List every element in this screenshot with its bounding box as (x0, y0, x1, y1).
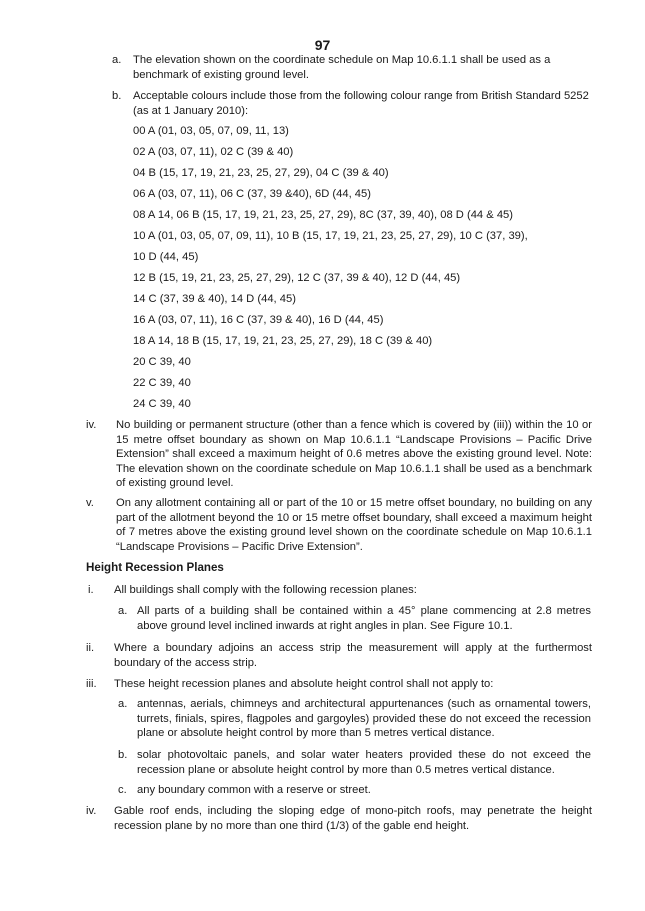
paragraph-antennas: antennas, aerials, chimneys and architectural appurtenances (such as ornamental towers, turrets, finials, spires, flagpoles and gargoyles) provided these do not exceed the recession plane or absolute height control by more than 5 metres vertical distance. (137, 698, 591, 740)
list-label-a: a. (112, 54, 122, 66)
list-label-iv: iv. (86, 419, 97, 431)
list-label-iii-c: c. (118, 784, 127, 796)
colour-code-line: 12 B (15, 19, 21, 23, 25, 27, 29), 12 C (37, 39 & 40), 12 D (44, 45) (133, 272, 461, 284)
page-number: 97 (314, 37, 331, 53)
colour-code-line: 20 C 39, 40 (133, 356, 191, 368)
paragraph-benchmark: The elevation shown on the coordinate schedule on Map 10.6.1.1 shall be used as a benchmark of existing ground level. (133, 54, 551, 81)
paragraph-offset-boundary: No building or permanent structure (other than a fence which is covered by (iii)) within the 10 or 15 metre offset boundary as shown on Map 10.6.1.1 “Landscape Provisions – Pacific Drive Extension” shall exceed a maximum height of 0.6 metres above the existing ground level. Note: The elevation shown on the coordinate schedule on Map 10.6.1.1 shall be used as a benchmark of existing ground level. (116, 419, 592, 490)
paragraph-recession-planes: All buildings shall comply with the following recession planes: (114, 584, 417, 596)
paragraph-solar-panels: solar photovoltaic panels, and solar water heaters provided these do not exceed the recession plane or absolute height control by more than 0.5 metres vertical distance. (137, 749, 591, 776)
list-label-i: i. (88, 584, 94, 596)
colour-code-line: 10 D (44, 45) (133, 251, 199, 263)
colour-code-line: 04 B (15, 17, 19, 21, 23, 25, 27, 29), 04 C (39 & 40) (133, 167, 389, 179)
paragraph-exemptions: These height recession planes and absolute height control shall not apply to: (114, 678, 494, 690)
list-label-iv-gable: iv. (86, 805, 97, 817)
list-label-iii-a: a. (118, 698, 128, 710)
list-label-v: v. (86, 497, 94, 509)
colour-code-line: 22 C 39, 40 (133, 377, 191, 389)
list-label-b: b. (112, 90, 122, 102)
list-label-i-a: a. (118, 605, 128, 617)
paragraph-reserve-boundary: any boundary common with a reserve or street. (137, 784, 371, 796)
section-heading: Height Recession Planes (86, 561, 224, 574)
paragraph-gable-roof: Gable roof ends, including the sloping edge of mono-pitch roofs, may penetrate the height recession plane by no more than one third (1/3) of the gable end height. (114, 805, 592, 832)
colour-code-line: 18 A 14, 18 B (15, 17, 19, 21, 23, 25, 27, 29), 18 C (39 & 40) (133, 335, 433, 347)
colour-code-line: 16 A (03, 07, 11), 16 C (37, 39 & 40), 16 D (44, 45) (133, 314, 384, 326)
paragraph-45-degree-plane: All parts of a building shall be contained within a 45° plane commencing at 2.8 metres above ground level inclined inwards at right angles in plan. See Figure 10.1. (137, 605, 591, 632)
colour-code-line: 24 C 39, 40 (133, 398, 191, 410)
colour-code-line: 14 C (37, 39 & 40), 14 D (44, 45) (133, 293, 296, 305)
paragraph-access-strip: Where a boundary adjoins an access strip the measurement will apply at the furthermost boundary of the access strip. (114, 642, 592, 669)
list-label-iii-b: b. (118, 749, 128, 761)
colour-code-line: 10 A (01, 03, 05, 07, 09, 11), 10 B (15, 17, 19, 21, 23, 25, 27, 29), 10 C (37, 39), (133, 230, 528, 242)
paragraph-allotment-height: On any allotment containing all or part of the 10 or 15 metre offset boundary, no building on any part of the allotment beyond the 10 or 15 metre offset boundary, shall exceed a maximum height of 7 metres above the existing ground level shown on the coordinate schedule on Map 10.6.1.1 “Landscape Provisions – Pacific Drive Extension”. (116, 497, 592, 553)
paragraph-acceptable-colours: Acceptable colours include those from the following colour range from British Standard 5252 (as at 1 January 2010): (133, 90, 589, 117)
list-label-iii: iii. (86, 678, 97, 690)
colour-code-line: 08 A 14, 06 B (15, 17, 19, 21, 23, 25, 27, 29), 8C (37, 39, 40), 08 D (44 & 45) (133, 209, 514, 221)
colour-code-line: 02 A (03, 07, 11), 02 C (39 & 40) (133, 146, 294, 158)
colour-code-line: 06 A (03, 07, 11), 06 C (37, 39 &40), 6D (44, 45) (133, 188, 371, 200)
list-label-ii: ii. (86, 642, 95, 654)
colour-code-line: 00 A (01, 03, 05, 07, 09, 11, 13) (133, 125, 289, 137)
